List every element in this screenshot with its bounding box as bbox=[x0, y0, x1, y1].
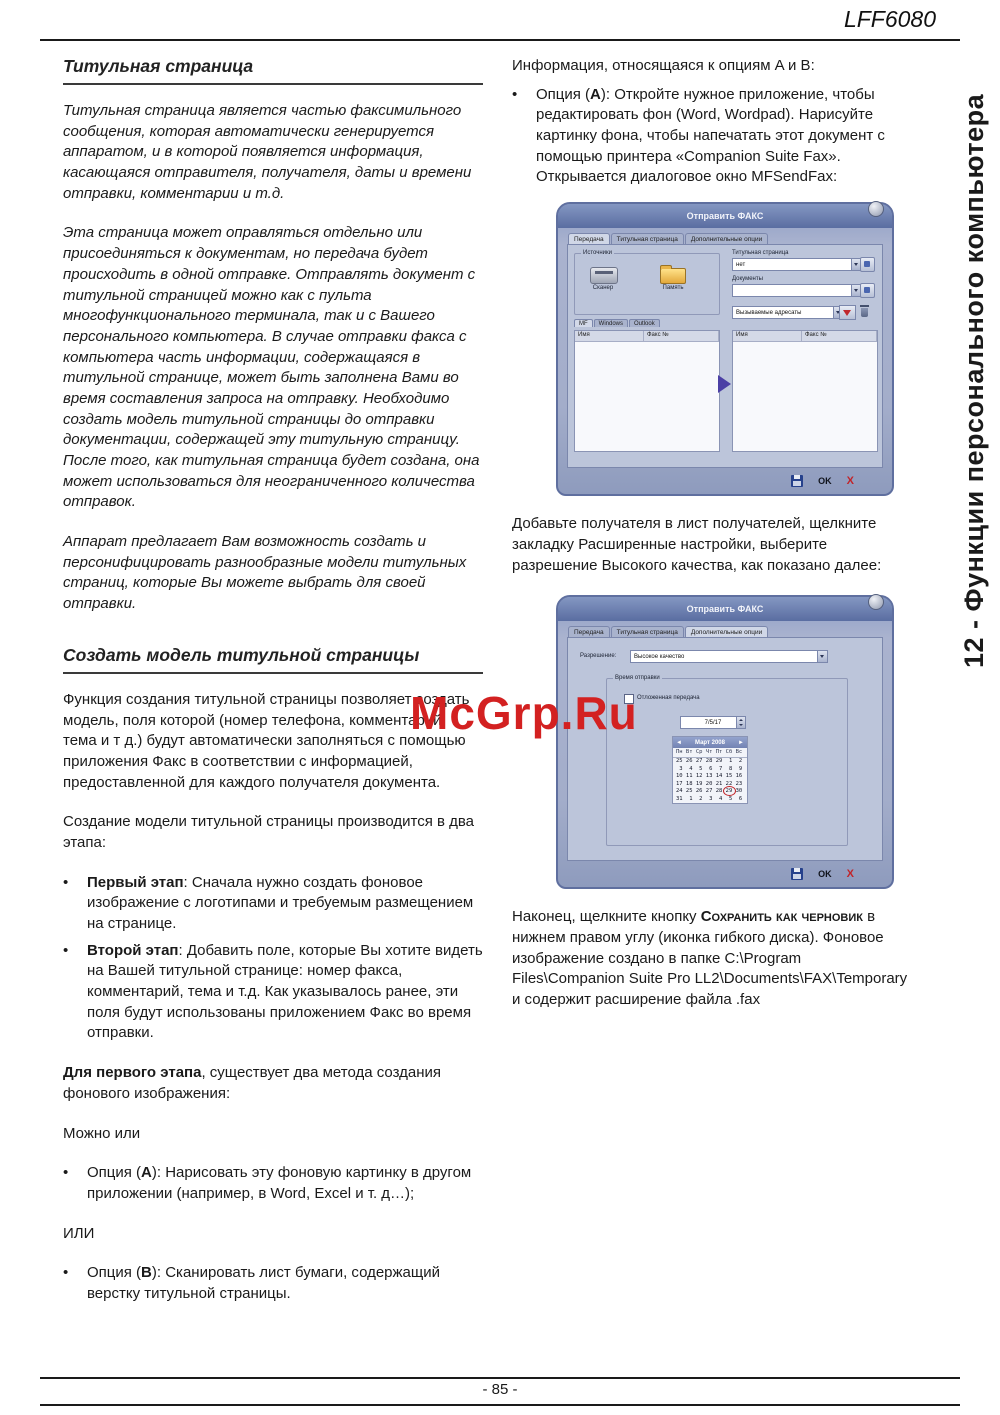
paragraph-create-function: Функция создания титульной страницы позволяет создать модель, поля которой (номер телефона, комментарий, тема и т д.) будут автоматически заполняться с помощью приложения Факс в соответствии с информацией, предоставленной для каждого получателя документа. bbox=[63, 690, 470, 791]
scanner-label: Сканер bbox=[592, 285, 614, 292]
option-b-letter: B bbox=[141, 1264, 152, 1282]
tab-transmission: Передача bbox=[568, 233, 610, 244]
cover-page-label: Титульная страница bbox=[732, 250, 789, 257]
bullet-text bbox=[87, 941, 483, 1044]
stage1-text: : Сначала нужно создать фоновое изображение с логотипами и требуемым размещением на странице. bbox=[87, 873, 474, 932]
text: ): Откройте нужное приложение, чтобы редактировать фон (Word, Wordpad). Нарисуйте картинку фона, чтобы напечатать этот документ с помощью принтера «Companion Suite Fax». Открывается диалоговое окно MFSendFax: bbox=[536, 85, 885, 186]
footer-rule-bottom bbox=[40, 1404, 960, 1406]
dialog-body bbox=[567, 244, 883, 468]
footer-rule-top bbox=[40, 1377, 960, 1379]
recipients-list bbox=[732, 330, 878, 452]
save-as-draft-label: Сохранить как черновик bbox=[700, 908, 863, 926]
calendar-prev-icon: ◄ bbox=[676, 739, 682, 746]
resolution-combo bbox=[630, 650, 828, 663]
list-item-option-a-info bbox=[512, 85, 910, 188]
paragraph-cover-intro: Титульная страница является частью факсимильного сообщения, которая автоматически генерируется аппаратом, и в которой появляется информация, касающаяся отправителя, получателя, даты и времени отправки, комментарии и т.д. bbox=[63, 102, 472, 202]
calendar-week-row: 10 11 12 13 14 15 16 bbox=[676, 773, 743, 780]
dialog-tabs bbox=[558, 228, 892, 244]
list-header bbox=[575, 331, 719, 342]
delayed-send-label: Отложенная передача bbox=[637, 695, 700, 702]
tab-cover-page: Титульная страница bbox=[611, 626, 684, 637]
stage2-label: Второй этап bbox=[87, 941, 179, 959]
calendar bbox=[672, 736, 748, 804]
tab-advanced-options: Дополнительные опции bbox=[685, 233, 768, 244]
memory-icon bbox=[660, 268, 686, 284]
memory-label: Память bbox=[662, 285, 684, 292]
browse-cover-button bbox=[860, 257, 875, 272]
text: ): Нарисовать эту фоновую картинку в другом приложении (например, в Word, Excel и т. д…); bbox=[87, 1164, 472, 1202]
paragraph-either: Можно или bbox=[63, 1124, 141, 1142]
bullet-marker: • bbox=[63, 1264, 69, 1282]
paragraph-cover-details: Эта страница может оправляться отдельно или присоединяться к документам, но передача будет происходить в одной отправке. Отправлять документ с титульной страницей можно как с пульта многофункционального терминала, так и с Вашего персонального компьютера. В случае отправки факса с компьютера часть информации, содержащаяся в титульной странице, может быть заполнена Вами во время составления запроса на отправку. Необходимо создать модель титульной страницы до отправки документации, содержащей эту титульную страницу. После того, как титульная страница будет создана, она может использоваться для неограниченного количества отправок. bbox=[63, 224, 480, 511]
tab-advanced-options: Дополнительные опции bbox=[685, 626, 768, 637]
text: в нижнем правом углу (иконка гибкого диска). Фоновое изображение создано в папке C:\Program Files\Companion Suite Pro LL2\Documents\FAX\Temporary и содержит расширение файла .fax bbox=[512, 908, 908, 1008]
scanner-icon bbox=[590, 267, 618, 284]
text: Наконец, щелкните кнопку bbox=[512, 908, 701, 926]
calendar-week-row: 31 1 2 3 4 5 6 bbox=[676, 795, 743, 802]
column-fax: Факс № bbox=[802, 331, 877, 341]
add-recipient-arrow-icon bbox=[839, 305, 856, 320]
calendar-week-row: 17 18 19 20 21 22 23 bbox=[676, 780, 743, 787]
recipients-value: Вызываемые адресаты bbox=[736, 309, 802, 316]
cover-page-combo bbox=[732, 258, 862, 271]
dialog-body bbox=[567, 637, 883, 861]
bullet-marker: • bbox=[63, 1164, 69, 1182]
page-number: - 85 - bbox=[482, 1381, 518, 1398]
calendar-next-icon: ► bbox=[738, 739, 744, 746]
tab-windows: Windows bbox=[594, 319, 628, 327]
dialog-footer bbox=[558, 468, 892, 494]
paragraph-options-info: Информация, относящаяся к опциям A и B: bbox=[512, 57, 815, 74]
list-item-stage1 bbox=[63, 873, 483, 935]
chevron-down-icon bbox=[817, 651, 827, 662]
bullet-text bbox=[87, 1163, 483, 1204]
first-stage-label: Для первого этапа bbox=[63, 1064, 202, 1082]
close-icon bbox=[868, 201, 884, 217]
left-column bbox=[63, 56, 483, 1311]
text: Опция ( bbox=[536, 85, 591, 103]
calendar-week-row: 25 26 27 28 29 1 2 bbox=[676, 758, 743, 765]
first-stage-text: , существует два метода создания фонового изображения: bbox=[63, 1064, 441, 1102]
save-draft-disk-icon bbox=[791, 868, 803, 880]
address-book-list bbox=[574, 330, 720, 452]
tab-outlook: Outlook bbox=[629, 319, 660, 327]
dialog-tabs bbox=[558, 621, 892, 637]
calendar-header bbox=[673, 737, 747, 748]
stage2-text: : Добавить поле, которые Вы хотите видеть на Вашей титульной странице: номер факса, комментарий, тема и т.д. Как указывалось ранее, эти поля будут использованы приложением Факс во время отправки. bbox=[87, 941, 483, 1042]
option-a-letter: A bbox=[141, 1164, 152, 1182]
time-field bbox=[680, 716, 746, 729]
chapter-vertical-title: 12 - Функции персонального компьютера bbox=[959, 93, 989, 668]
tab-cover-page: Титульная страница bbox=[611, 233, 684, 244]
browse-documents-button bbox=[860, 283, 875, 298]
tab-mf: MF bbox=[574, 319, 593, 327]
sources-group bbox=[574, 250, 720, 315]
calendar-week-row: 24 25 26 27 28 29 30 bbox=[676, 788, 743, 795]
spinner-icon bbox=[736, 717, 745, 728]
documents-combo bbox=[732, 284, 862, 297]
watermark: McGrp.Ru bbox=[410, 687, 638, 739]
recipients-combo bbox=[732, 306, 844, 319]
header-rule bbox=[40, 39, 960, 41]
calendar-weekdays: Пн Вт Ср Чт Пт Сб Вс bbox=[673, 748, 747, 758]
bullet-text bbox=[536, 85, 910, 188]
right-column bbox=[512, 56, 910, 1030]
section-title-cover-page: Титульная страница bbox=[63, 56, 483, 85]
text: Опция ( bbox=[87, 1164, 142, 1182]
calendar-month-title: Март 2008 bbox=[695, 739, 725, 746]
screenshot-send-fax-dialog-2 bbox=[556, 595, 894, 889]
paragraph-save-as-draft bbox=[512, 907, 910, 1010]
ok-button: OK bbox=[818, 476, 832, 487]
cover-page-value: нет bbox=[736, 261, 746, 268]
bullet-marker: • bbox=[512, 85, 518, 103]
cancel-icon: X bbox=[846, 475, 854, 488]
bullet-text bbox=[87, 1263, 483, 1304]
document-model-title: LFF6080 bbox=[843, 6, 936, 32]
section-title-create-model: Создать модель титульной страницы bbox=[63, 645, 483, 674]
dialog-footer bbox=[558, 861, 892, 887]
paragraph-first-stage-methods bbox=[63, 1063, 483, 1104]
bullet-marker: • bbox=[63, 941, 69, 959]
paragraph-or: ИЛИ bbox=[63, 1224, 95, 1242]
column-name: Имя bbox=[575, 331, 644, 341]
column-fax: Факс № bbox=[644, 331, 719, 341]
send-time-group-label: Время отправки bbox=[615, 675, 660, 682]
resolution-value: Высокое качество bbox=[634, 653, 685, 660]
resolution-label: Разрешение: bbox=[580, 653, 617, 660]
list-item-stage2 bbox=[63, 941, 483, 1044]
cancel-icon: X bbox=[846, 868, 854, 881]
address-book-tabs bbox=[574, 319, 660, 327]
screenshot-send-fax-dialog-1 bbox=[556, 202, 894, 496]
column-name: Имя bbox=[733, 331, 802, 341]
trash-icon bbox=[859, 305, 870, 318]
time-value: 7/5/17 bbox=[704, 719, 722, 726]
documents-label: Документы bbox=[732, 276, 763, 283]
bullet-text bbox=[87, 873, 483, 935]
text: ): Сканировать лист бумаги, содержащий верстку титульной страницы. bbox=[87, 1264, 440, 1302]
paragraph-two-stages: Создание модели титульной страницы производится в два этапа: bbox=[63, 813, 475, 851]
list-item-option-b bbox=[63, 1263, 483, 1304]
ok-button: OK bbox=[818, 869, 832, 880]
stage1-label: Первый этап bbox=[87, 873, 184, 891]
calendar-week-row: 3 4 5 6 7 8 9 bbox=[676, 765, 743, 772]
dialog-titlebar: Отправить ФАКС bbox=[558, 204, 892, 228]
list-item-option-a bbox=[63, 1163, 483, 1204]
option-a-letter: A bbox=[590, 85, 601, 103]
paragraph-cover-models: Аппарат предлагает Вам возможность создать и персонифицировать разнообразные модели титульных страниц, которые Вы можете выбрать для своей отправки. bbox=[63, 533, 467, 613]
sources-group-label: Источники bbox=[583, 250, 612, 257]
save-draft-disk-icon bbox=[791, 475, 803, 487]
text: Опция ( bbox=[87, 1264, 142, 1282]
transfer-arrow-icon bbox=[718, 375, 731, 393]
dialog-titlebar: Отправить ФАКС bbox=[558, 597, 892, 621]
paragraph-add-recipient: Добавьте получателя в лист получателей, щелкните закладку Расширенные настройки, выберите разрешение Высокого качества, как показано далее: bbox=[512, 515, 882, 574]
bullet-marker: • bbox=[63, 873, 69, 891]
list-header bbox=[733, 331, 877, 342]
tab-transmission: Передача bbox=[568, 626, 610, 637]
